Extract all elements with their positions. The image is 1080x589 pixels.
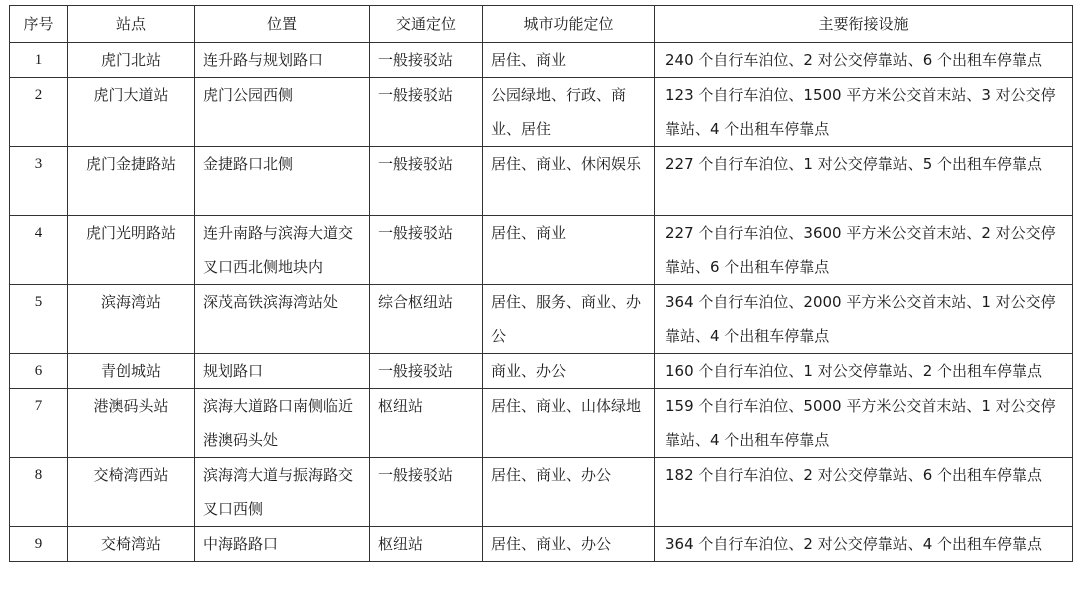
table-header-row: [10, 6, 1073, 43]
cell-function: 商业、办公: [483, 354, 655, 389]
cell-traffic: 一般接驳站: [370, 354, 483, 389]
cell-function: 公园绿地、行政、商业、居住: [483, 78, 655, 147]
cell-location: 连升路与规划路口: [195, 43, 370, 78]
cell-station: 青创城站: [68, 354, 195, 389]
cell-location: 规划路口: [195, 354, 370, 389]
cell-station: 滨海湾站: [68, 285, 195, 354]
cell-function: 居住、服务、商业、办公: [483, 285, 655, 354]
table-row: [10, 458, 1073, 527]
header-location: 位置: [195, 6, 370, 43]
cell-no: 2: [10, 78, 68, 147]
table-row: [10, 216, 1073, 285]
table-row: [10, 147, 1073, 216]
cell-traffic: 一般接驳站: [370, 216, 483, 285]
cell-station: 虎门金捷路站: [68, 147, 195, 216]
cell-traffic: 一般接驳站: [370, 78, 483, 147]
header-no: 序号: [10, 6, 68, 43]
cell-no: 9: [10, 527, 68, 562]
cell-station: 交椅湾西站: [68, 458, 195, 527]
cell-function: 居住、商业: [483, 43, 655, 78]
cell-no: 5: [10, 285, 68, 354]
cell-no: 7: [10, 389, 68, 458]
cell-facilities: 364 个自行车泊位、2000 平方米公交首末站、1 对公交停靠站、4 个出租车停靠点: [655, 285, 1073, 354]
header-facilities: 主要衔接设施: [655, 6, 1073, 43]
cell-facilities: 240 个自行车泊位、2 对公交停靠站、6 个出租车停靠点: [655, 43, 1073, 78]
cell-traffic: 一般接驳站: [370, 43, 483, 78]
cell-function: 居住、商业、山体绿地: [483, 389, 655, 458]
cell-station: 虎门大道站: [68, 78, 195, 147]
cell-location: 金捷路口北侧: [195, 147, 370, 216]
cell-no: 8: [10, 458, 68, 527]
table-row: [10, 285, 1073, 354]
table-row: [10, 389, 1073, 458]
cell-station: 虎门北站: [68, 43, 195, 78]
cell-no: 6: [10, 354, 68, 389]
cell-no: 4: [10, 216, 68, 285]
cell-location: 虎门公园西侧: [195, 78, 370, 147]
cell-location: 深茂高铁滨海湾站处: [195, 285, 370, 354]
cell-station: 港澳码头站: [68, 389, 195, 458]
cell-facilities: 227 个自行车泊位、3600 平方米公交首末站、2 对公交停靠站、6 个出租车停靠点: [655, 216, 1073, 285]
cell-facilities: 182 个自行车泊位、2 对公交停靠站、6 个出租车停靠点: [655, 458, 1073, 527]
cell-function: 居住、商业、办公: [483, 527, 655, 562]
cell-facilities: 227 个自行车泊位、1 对公交停靠站、5 个出租车停靠点: [655, 147, 1073, 216]
cell-facilities: 160 个自行车泊位、1 对公交停靠站、2 个出租车停靠点: [655, 354, 1073, 389]
cell-traffic: 一般接驳站: [370, 147, 483, 216]
table-row: [10, 354, 1073, 389]
header-traffic: 交通定位: [370, 6, 483, 43]
cell-traffic: 一般接驳站: [370, 458, 483, 527]
cell-traffic: 枢纽站: [370, 527, 483, 562]
cell-station: 交椅湾站: [68, 527, 195, 562]
station-table: [9, 5, 1073, 562]
header-station: 站点: [68, 6, 195, 43]
table-row: [10, 527, 1073, 562]
cell-station: 虎门光明路站: [68, 216, 195, 285]
cell-function: 居住、商业、办公: [483, 458, 655, 527]
cell-location: 滨海大道路口南侧临近港澳码头处: [195, 389, 370, 458]
cell-traffic: 枢纽站: [370, 389, 483, 458]
cell-traffic: 综合枢纽站: [370, 285, 483, 354]
cell-no: 1: [10, 43, 68, 78]
cell-facilities: 159 个自行车泊位、5000 平方米公交首末站、1 对公交停靠站、4 个出租车停靠点: [655, 389, 1073, 458]
cell-facilities: 123 个自行车泊位、1500 平方米公交首末站、3 对公交停靠站、4 个出租车停靠点: [655, 78, 1073, 147]
cell-location: 连升南路与滨海大道交叉口西北侧地块内: [195, 216, 370, 285]
table-row: [10, 43, 1073, 78]
header-function: 城市功能定位: [483, 6, 655, 43]
cell-location: 滨海湾大道与振海路交叉口西侧: [195, 458, 370, 527]
cell-facilities: 364 个自行车泊位、2 对公交停靠站、4 个出租车停靠点: [655, 527, 1073, 562]
cell-function: 居住、商业: [483, 216, 655, 285]
cell-no: 3: [10, 147, 68, 216]
table-row: [10, 78, 1073, 147]
cell-location: 中海路路口: [195, 527, 370, 562]
cell-function: 居住、商业、休闲娱乐: [483, 147, 655, 216]
